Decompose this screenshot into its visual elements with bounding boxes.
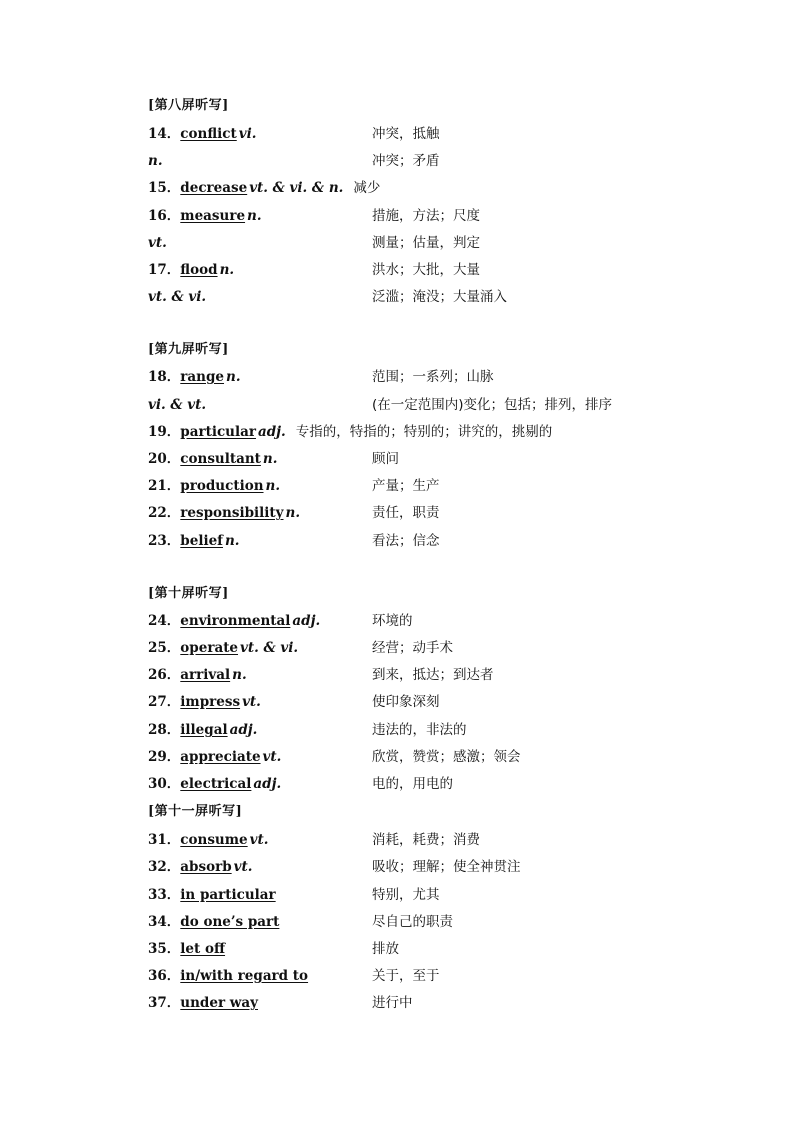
entry-word: impress — [180, 694, 241, 710]
entry-word: measure — [180, 208, 246, 224]
entry-number: 26． — [148, 667, 181, 683]
entry-number: 28． — [148, 722, 181, 738]
entry-pos: n. — [148, 153, 163, 169]
entry-number: 25． — [148, 640, 181, 656]
entry-pos: n. — [247, 208, 262, 224]
entry-word: consultant — [180, 451, 261, 467]
entry-meaning: 产量；生产 — [372, 478, 440, 494]
entry-meaning: (在一定范围内)变化；包括；排列，排序 — [372, 397, 613, 413]
entry-pos: adj. — [229, 722, 258, 738]
entry-row — [148, 449, 277, 469]
entry-number: 16． — [148, 208, 181, 224]
entry-meaning: 消耗，耗费；消费 — [372, 832, 480, 848]
entry-row — [148, 287, 206, 307]
section-heading: [第十一屏听写] — [148, 804, 243, 819]
entry-row — [148, 665, 247, 685]
entry-pos: vt. — [249, 832, 269, 848]
entry-row — [148, 206, 262, 226]
entry-meaning: 关于，至于 — [372, 968, 440, 984]
entry-meaning: 冲突，抵触 — [372, 126, 440, 142]
entry-meaning: 顾问 — [372, 451, 399, 467]
entry-row — [148, 503, 300, 523]
entry-pos: vt. & vi. — [148, 289, 207, 305]
entry-pos: adj. — [253, 776, 282, 792]
entry-pos: adj. — [257, 424, 286, 440]
entry-number: 17． — [148, 262, 181, 278]
entry-word: appreciate — [180, 749, 261, 765]
entry-number: 30． — [148, 776, 181, 792]
entry-row — [148, 531, 240, 551]
entry-word: belief — [180, 533, 223, 549]
entry-word: electrical — [180, 776, 252, 792]
entry-number: 34． — [148, 914, 181, 930]
entry-row — [148, 367, 241, 387]
entry-number: 24． — [148, 613, 181, 629]
entry-pos: n. — [285, 505, 301, 521]
entry-row — [148, 260, 234, 280]
entry-meaning: 吸收；理解；使全神贯注 — [372, 859, 521, 875]
entry-pos: n. — [226, 369, 241, 385]
entry-word: do one’s part — [180, 914, 280, 930]
entry-row — [148, 720, 257, 740]
entry-meaning: 减少 — [353, 180, 381, 196]
entry-pos: n. — [262, 451, 278, 467]
entry-meaning: 到来，抵达；到达者 — [372, 667, 494, 683]
entry-pos: vt. — [233, 859, 253, 875]
entry-pos: vt. & vi. — [240, 640, 299, 656]
entry-row — [148, 124, 256, 144]
entry-word: decrease — [180, 180, 248, 196]
entry-pos: vt. & vi. & n. — [249, 180, 344, 196]
entry-row — [148, 830, 268, 850]
entry-number: 23． — [148, 533, 181, 549]
entry-meaning: 使印象深刻 — [372, 694, 440, 710]
entry-meaning: 欣赏，赞赏；感激；领会 — [372, 749, 521, 765]
entry-row — [148, 178, 380, 198]
entry-meaning: 专指的，特指的；特别的；讲究的，挑剔的 — [295, 424, 553, 440]
entry-pos: adj. — [292, 613, 321, 629]
entry-row — [148, 395, 206, 415]
entry-word: under way — [180, 995, 258, 1011]
entry-pos: vt. — [242, 694, 261, 710]
entry-word: in particular — [180, 887, 276, 903]
entry-meaning: 措施，方法；尺度 — [372, 208, 480, 224]
entry-number: 15． — [148, 180, 181, 196]
entry-meaning: 范围；一系列；山脉 — [372, 369, 494, 385]
entry-row — [148, 611, 320, 631]
entry-word: let off — [180, 941, 226, 957]
entry-pos: n. — [219, 262, 235, 278]
entry-pos: vt. — [148, 235, 167, 251]
entry-number: 18． — [148, 369, 181, 385]
entry-number: 37． — [148, 995, 181, 1011]
entry-number: 27． — [148, 694, 181, 710]
entry-row — [148, 233, 167, 253]
entry-row — [148, 966, 308, 986]
entry-row — [148, 692, 261, 712]
entry-word: flood — [180, 262, 218, 278]
entry-number: 22． — [148, 505, 181, 521]
entry-meaning: 洪水；大批，大量 — [372, 262, 480, 278]
entry-number: 36． — [148, 968, 181, 984]
entry-pos: vi. & vt. — [148, 397, 207, 413]
section-heading: [第十屏听写] — [148, 586, 229, 601]
entry-meaning: 冲突；矛盾 — [372, 153, 440, 169]
entry-row — [148, 476, 280, 496]
entry-word: particular — [180, 424, 256, 440]
entry-meaning: 尽自己的职责 — [372, 914, 453, 930]
section-heading: [第九屏听写] — [148, 342, 229, 357]
entry-word: illegal — [180, 722, 228, 738]
entry-word: absorb — [180, 859, 232, 875]
entry-meaning: 违法的，非法的 — [372, 722, 467, 738]
entry-word: responsibility — [180, 505, 284, 521]
entry-row — [148, 912, 279, 932]
entry-number: 20． — [148, 451, 181, 467]
entry-meaning: 电的，用电的 — [372, 776, 453, 792]
entry-number: 33． — [148, 887, 181, 903]
entry-row — [148, 638, 298, 658]
section-heading: [第八屏听写] — [148, 98, 229, 113]
entry-number: 21． — [148, 478, 181, 494]
entry-row — [148, 422, 552, 442]
entry-meaning: 经营；动手术 — [372, 640, 453, 656]
entry-number: 32． — [148, 859, 181, 875]
entry-meaning: 看法；信念 — [372, 533, 440, 549]
entry-number: 29． — [148, 749, 181, 765]
entry-row — [148, 747, 281, 767]
entry-word: arrival — [180, 667, 231, 683]
entry-number: 35． — [148, 941, 181, 957]
entry-word: operate — [180, 640, 239, 656]
entry-row — [148, 885, 276, 905]
entry-word: environmental — [180, 613, 291, 629]
entry-pos: vi. — [238, 126, 257, 142]
entry-word: in/with regard to — [180, 968, 309, 984]
entry-pos: n. — [265, 478, 281, 494]
entry-meaning: 进行中 — [372, 995, 413, 1011]
entry-row — [148, 993, 258, 1013]
entry-row — [148, 857, 252, 877]
entry-pos: vt. — [262, 749, 282, 765]
entry-number: 14． — [148, 126, 181, 142]
entry-meaning: 排放 — [372, 941, 399, 957]
entry-word: range — [180, 369, 225, 385]
entry-number: 31． — [148, 832, 181, 848]
entry-meaning: 测量；估量，判定 — [372, 235, 480, 251]
entry-word: conflict — [180, 126, 237, 142]
entry-row — [148, 151, 163, 171]
entry-meaning: 责任，职责 — [372, 505, 440, 521]
entry-pos: n. — [232, 667, 247, 683]
entry-row — [148, 939, 225, 959]
entry-word: consume — [180, 832, 248, 848]
entry-number: 19． — [148, 424, 181, 440]
entry-word: production — [180, 478, 264, 494]
entry-meaning: 特别，尤其 — [372, 887, 440, 903]
entry-row — [148, 774, 281, 794]
entry-meaning: 泛滥；淹没；大量涌入 — [372, 289, 507, 305]
entry-pos: n. — [224, 533, 240, 549]
entry-meaning: 环境的 — [372, 613, 413, 629]
